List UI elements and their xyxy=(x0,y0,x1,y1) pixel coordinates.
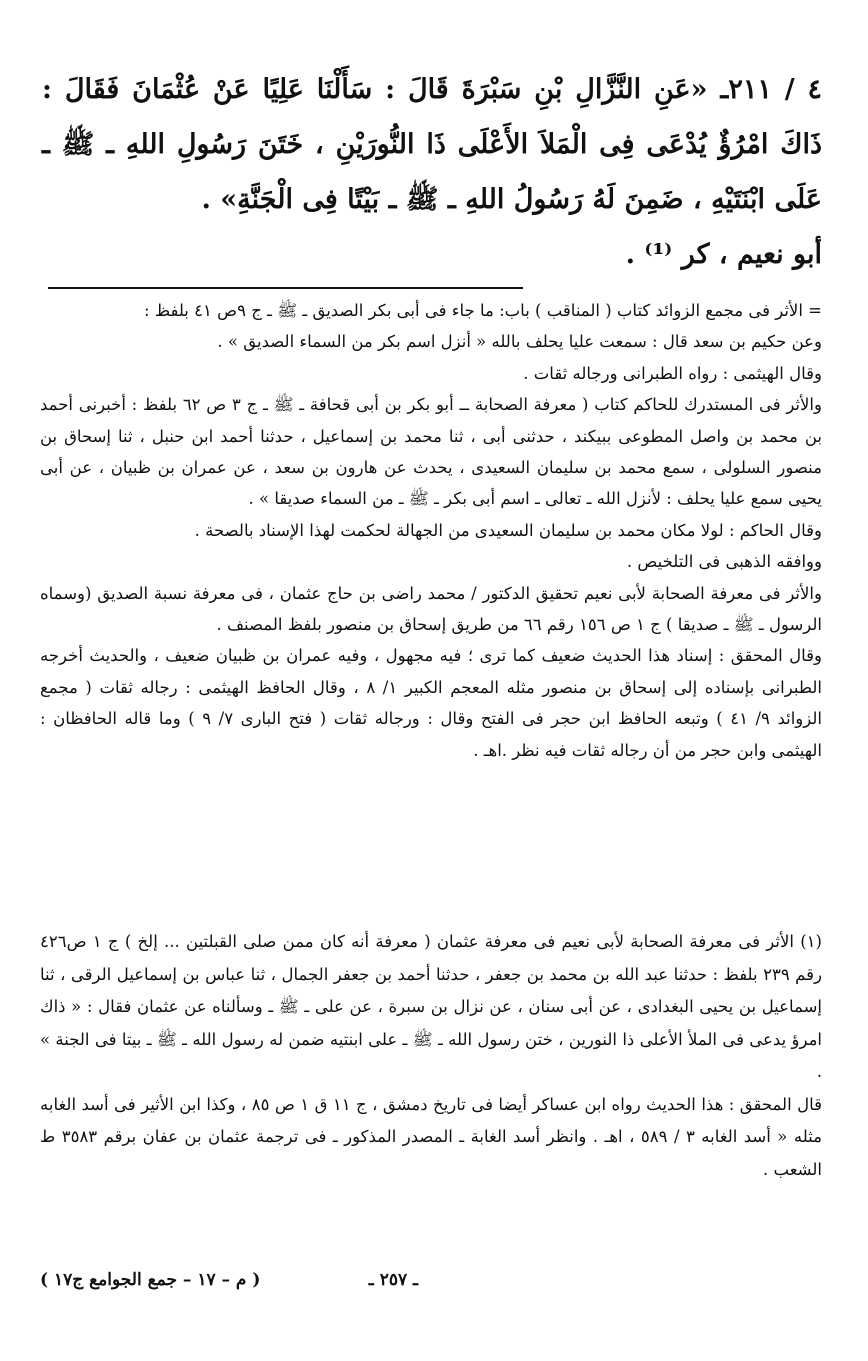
note-paragraph: = الأثر فى مجمع الزوائد كتاب ( المناقب ) باب: ما جاء فى أبى بكر الصديق ـ ﷺ ـ ج ٩ص ٤١ بلفظ : xyxy=(144,301,822,320)
hadith-block xyxy=(42,62,822,282)
footnotes-block xyxy=(40,926,822,1186)
note-paragraph: ووافقه الذهبى فى التلخيص . xyxy=(626,552,822,572)
note-paragraph: والأثر فى معرفة الصحابة لأبى نعيم تحقيق الدكتور / محمد راضى بن حاج عثمان ، فى معرفة نسبة الصديق (وسماه الرسول ـ ﷺ ـ صديقا ) ج ١ ص ١٥٦ رقم ٦٦ من طريق إسحاق بن منصور بلفظ المصنف . xyxy=(40,583,822,635)
hadith-source: أبو نعيم ، كر ⁽¹⁾ . xyxy=(625,239,822,270)
page-number: ـ ٢٥٧ ـ xyxy=(368,1270,418,1290)
hadith-text: ٤ / ٢١١ـ «عَنِ النَّزَّالِ بْنِ سَبْرَةَ قَالَ : سَأَلْنَا عَلِيًا عَنْ عُثْمَانَ فَقَالَ : ذَاكَ امْرُؤٌ يُدْعَى فِى الْمَلاَ الأَعْلَى ذَا النُّورَيْنِ ، خَتَنَ رَسُولِ اللهِ ـ ﷺ ـ عَلَى ابْنَتَيْهِ ، ضَمِنَ لَهُ رَسُولُ اللهِ ـ ﷺ ـ بَيْتًا فِى الْجَنَّةِ» . xyxy=(42,74,822,215)
note-paragraph: وعن حكيم بن سعد قال : سمعت عليا يحلف بالله « أنزل اسم بكر من السماء الصديق » . xyxy=(217,332,822,352)
page-footer xyxy=(40,1270,822,1300)
note-paragraph: وقال المحقق : إسناد هذا الحديث ضعيف كما ترى ؛ فيه مجهول ، وفيه عمران بن ظبيان ضعيف ، والحديث أخرجه الطبرانى بإسناده إلى إسحاق بن منصور مثله المعجم الكبير ١/ ٨ ، وقال الحافظ الهيثمى : رجاله ثقات ( مجمع الزوائد ٩/ ٤١ ) وتبعه الحافظ ابن حجر فى الفتح وقال : ورجاله ثقات ( فتح البارى ٧/ ٩ ) وما قاله الحافظان : الهيثمى وابن حجر من أن رجاله ثقات فيه نظر .اهـ . xyxy=(40,646,822,760)
note-paragraph: وقال الحاكم : لولا مكان محمد بن سليمان السعيدى من الجهالة لحكمت لهذا الإسناد بالصحة . xyxy=(194,520,822,540)
note-paragraph: وقال الهيثمى : رواه الطبرانى ورجاله ثقات . xyxy=(523,363,822,383)
footnote-paragraph: (١) الأثر فى معرفة الصحابة لأبى نعيم فى معرفة عثمان ( معرفة أنه كان ممن صلى القبلتين ... إلخ ) ج ١ ص٤٢٦ رقم ٢٣٩ بلفظ : حدثنا عبد الله بن محمد بن جعفر ، حدثنا أحمد بن جعفر الجمال ، ثنا عباس بن إسماعيل الرقى ، ثنا إسماعيل بن يحيى البغدادى ، عن أبى سنان ، عن نزال بن سبرة ، عن على ـ ﷺ ـ وسألناه عن عثمان فقال : « ذاك امرؤ يدعى فى الملأ الأعلى ذا النورين ، ختن رسول الله ـ ﷺ ـ على ابنتيه ضمن له رسول الله ـ ﷺ ـ بيتا فى الجنة » . xyxy=(40,932,823,1081)
footnote-paragraph: قال المحقق : هذا الحديث رواه ابن عساكر أيضا فى تاريخ دمشق ، ج ١١ ق ١ ص ٨٥ ، وكذا ابن الأثير فى أسد الغابه مثله « أسد الغابه ٣ / ٥٨٩ ، اهـ . وانظر أسد الغابة ـ المصدر المذكور ـ فى ترجمة عثمان بن عفان برقم ٣٥٨٣ ط الشعب . xyxy=(40,1094,823,1179)
volume-mark: ( م – ١٧ – جمع الجوامع ج١٧ ) xyxy=(40,1270,261,1290)
note-paragraph: والأثر فى المستدرك للحاكم كتاب ( معرفة الصحابة ــ أبو بكر بن أبى قحافة ـ ﷺ ـ ج ٣ ص ٦٢ بلفظ : أخبرنى أحمد بن محمد بن واصل المطوعى ببيكند ، حدثنى أبى ، ثنا محمد بن إسماعيل ، حدثنا أحمد ابن حنبل ، ثنا إسحاق بن منصور السلولى ، سمع محمد بن سليمان السعيدى ، يحدث عن هارون بن سعد ، عن عمران بن ظبيان ، عن أبى يحيى سمع عليا يحلف : لأنزل الله ـ تعالى ـ اسم أبى بكر ـ ﷺ ـ من السماء صديقا » . xyxy=(40,395,822,509)
footnote-divider xyxy=(48,287,523,289)
notes-block xyxy=(40,295,822,766)
